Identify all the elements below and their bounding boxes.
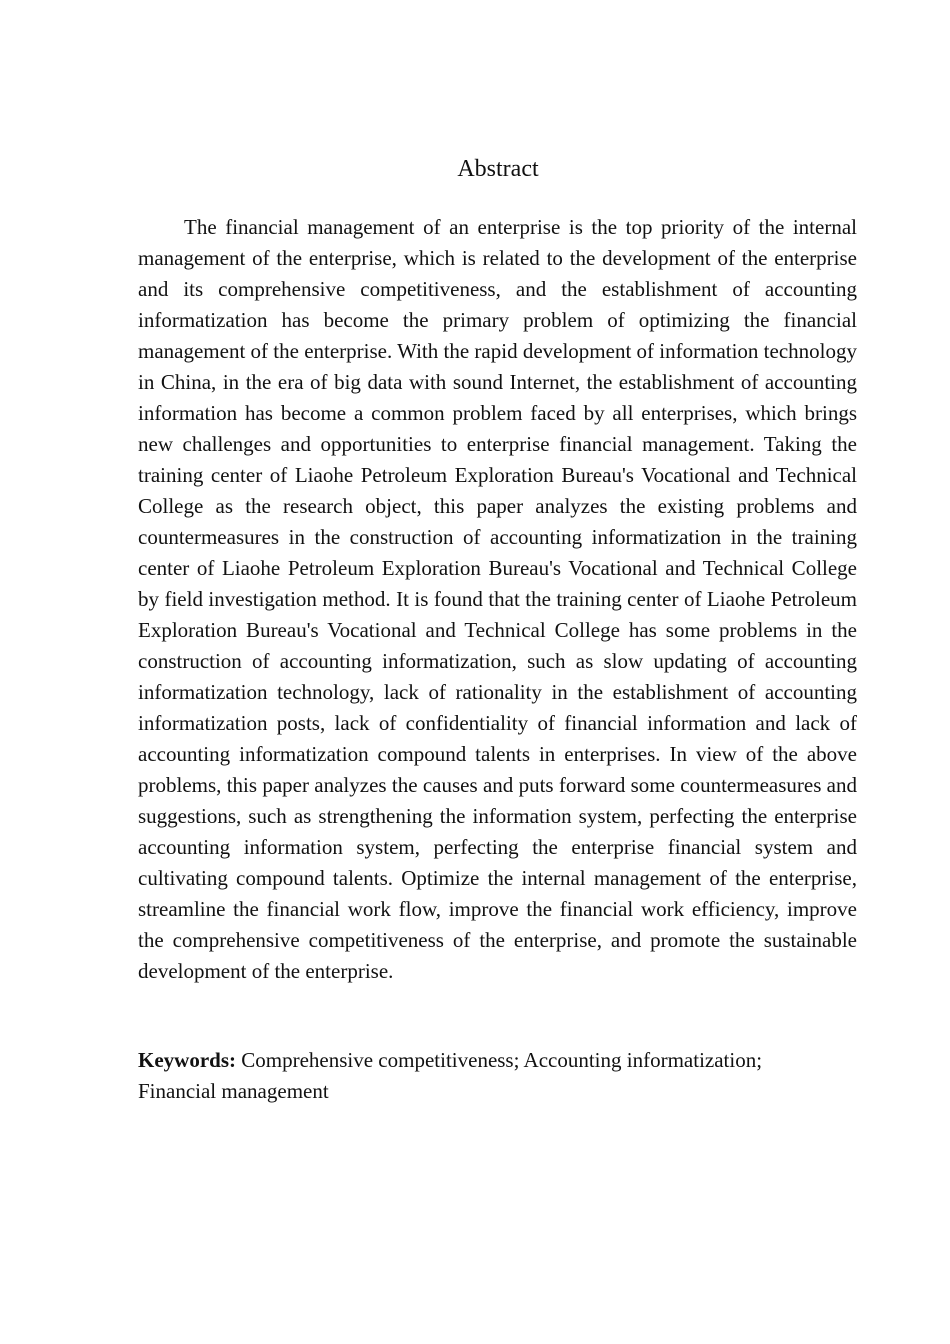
page-title: Abstract bbox=[457, 156, 539, 182]
keywords-list-2: Financial management bbox=[138, 1079, 329, 1103]
keywords-line bbox=[138, 1045, 857, 1107]
keywords-label: Keywords: bbox=[138, 1048, 236, 1072]
keywords-list-1: Comprehensive competitiveness; Accounting informatization; bbox=[236, 1048, 763, 1072]
abstract-paragraph: The financial management of an enterprise is the top priority of the internal management of the enterprise, which is related to the development of the enterprise and its comprehensive competitiveness, and the establishment of accounting informatization has become the primary problem of optimizing the financial management of the enterprise. With the rapid development of information technology in China, in the era of big data with sound Internet, the establishment of accounting information has become a common problem faced by all enterprises, which brings new challenges and opportunities to enterprise financial management. Taking the training center of Liaohe Petroleum Exploration Bureau's Vocational and Technical College as the research object, this paper analyzes the existing problems and countermeasures in the construction of accounting informatization in the training center of Liaohe Petroleum Exploration Bureau's Vocational and Technical College by field investigation method. It is found that the training center of Liaohe Petroleum Exploration Bureau's Vocational and Technical College has some problems in the construction of accounting informatization, such as slow updating of accounting informatization technology, lack of rationality in the establishment of accounting informatization posts, lack of confidentiality of financial information and lack of accounting informatization compound talents in enterprises. In view of the above problems, this paper analyzes the causes and puts forward some countermeasures and suggestions, such as strengthening the information system, perfecting the enterprise accounting information system, perfecting the enterprise financial system and cultivating compound talents. Optimize the internal management of the enterprise, streamline the financial work flow, improve the financial work efficiency, improve the comprehensive competitiveness of the enterprise, and promote the sustainable development of the enterprise. bbox=[138, 215, 857, 983]
